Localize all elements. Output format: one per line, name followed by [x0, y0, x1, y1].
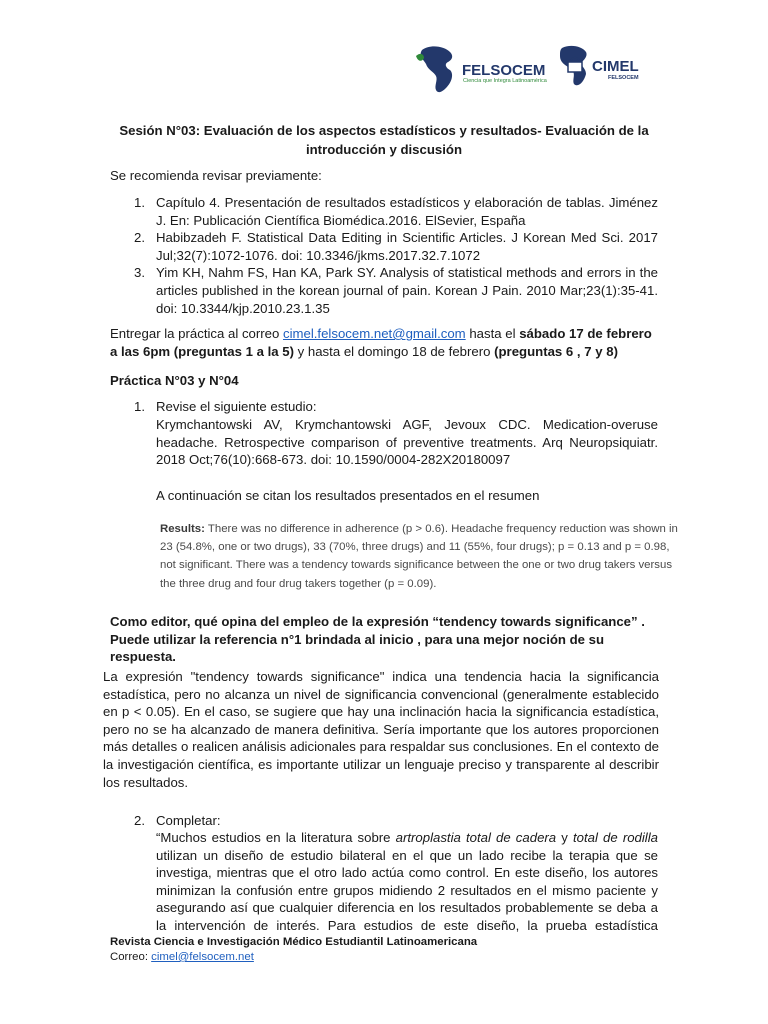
reference-item [134, 264, 658, 317]
q2-number: 2. [134, 813, 145, 828]
practice-heading: Práctica N°03 y N°04 [110, 373, 239, 388]
cimel-name: CIMEL [592, 58, 639, 75]
q2-text-part: “Muchos estudios en la literatura sobre [156, 830, 396, 845]
felsocem-tagline: Ciencia que Integra Latinoamérica [463, 78, 547, 84]
intro-text: Se recomienda revisar previamente: [110, 168, 322, 183]
reference-text: Yim KH, Nahm FS, Han KA, Park SY. Analysis of statistical methods and errors in the articles published in the korean journal of pain. Korean J Pain. 2010 Mar;23(1):35-41. doi: 10.3344/kjp.2010.23.1.35 [156, 265, 658, 316]
reference-item [134, 229, 658, 264]
q1-citation: Krymchantowski AV, Krymchantowski AGF, Jevoux CDC. Medication-overuse headache. Retrospective comparison of preventive treatments. Arq Neuropsiquiatr. 2018 Oct;76(10):668-673. doi: 10.1590/0004-282X20180097 [156, 417, 658, 468]
delivery-paragraph [110, 325, 660, 360]
delivery-text: y hasta el domingo 18 de febrero [293, 343, 495, 359]
answer-paragraph: La expresión "tendency towards significance" indica una tendencia hacia la significancia estadística, pero no alcanza un nivel de significancia convencional (generalmente establecido en p < 0.05). En el caso, se sugiere que hay una inclinación hacia la significancia estadística, pero no se ha alcanzado de manera definitiva. Sería importante que los autores proporcionen más detalles o realicen análisis adicionales para respaldar sus conclusiones. En el contexto de la investigación científica, es importante utilizar un lenguaje preciso y transparente al describir los resultados. [103, 669, 659, 790]
felsocem-name: FELSOCEM [462, 62, 546, 79]
delivery-deadline-2: (preguntas 6 , 7 y 8) [494, 343, 618, 359]
q2-italic-term: total de rodilla [572, 830, 658, 845]
cimel-logo [556, 44, 648, 90]
q1-label: Revise el siguiente estudio: [156, 399, 317, 414]
reference-item [134, 194, 658, 229]
footer-mail-label: Correo: [110, 951, 152, 963]
reference-number: 1. [134, 195, 145, 210]
delivery-email-link[interactable]: cimel.felsocem.net@gmail.com [282, 326, 466, 341]
reference-text: Habibzadeh F. Statistical Data Editing in Scientific Articles. J Korean Med Sci. 2017 Jul;32(7):1072-1076. doi: 10.3346/jkms.2017.32.7.1072 [156, 230, 658, 263]
page-title: Sesión N°03: Evaluación de los aspectos estadísticos y resultados- Evaluación de la introducción y discusión [119, 123, 649, 157]
editor-question: Como editor, qué opina del empleo de la expresión “tendency towards significance” . Puede utilizar la referencia n°1 brindada al inicio , para una mejor noción de su respuesta. [110, 614, 645, 665]
cimel-sub: FELSOCEM [608, 75, 639, 81]
delivery-text: Entregar la práctica al correo [110, 326, 283, 341]
q1-number: 1. [134, 399, 145, 414]
q1-cite-intro: A continuación se citan los resultados presentados en el resumen [156, 488, 540, 503]
abstract-line: the three drug and four drug takers together (p = 0.09). [160, 577, 437, 590]
abstract-label: Results: [160, 523, 205, 535]
q2-label: Completar: [156, 813, 221, 828]
abstract-line: not significant. There was a tendency towards significance between the one or two drug takers versus [160, 559, 673, 572]
reference-number: 3. [134, 265, 145, 281]
footer-journal: Revista Ciencia e Investigación Médico Estudiantil Latinoamericana [110, 936, 478, 948]
q2-text-part: utilizan un diseño de estudio bilateral en el que un lado recibe la terapia que se investiga, mientras que el otro lado actúa como control. En este diseño, los autores minimizan la confusión entre grupos midiendo 2 resultados en el mismo paciente y asegurando así que cualquier diferencia en los resultados probablemente se deba a la intervención de interés. Para estudios de este diseño, la prueba estadística [156, 847, 658, 933]
abstract-excerpt [160, 520, 678, 593]
delivery-text: hasta el [465, 326, 520, 341]
footer-mail-link[interactable]: cimel@felsocem.net [151, 951, 254, 963]
abstract-line: 23 (54.8%, one or two drugs), 33 (70%, three drugs) and 11 (55%, four drugs); p = 0.13 and p = 0.98, [160, 541, 670, 554]
q2-text-part: y [556, 830, 573, 845]
abstract-line [160, 520, 678, 538]
felsocem-logo [414, 42, 554, 98]
footer-mail [110, 951, 254, 963]
q2-italic-term: artroplastia total de cadera [395, 830, 557, 845]
q2-text [156, 829, 658, 933]
reference-text: Capítulo 4. Presentación de resultados estadísticos y elaboración de tablas. Jiménez J. En: Publicación Científica Biomédica.2016. ElSevier, España [156, 195, 658, 228]
reference-list [134, 194, 658, 317]
delivery-deadline-1: sábado 17 de febrero a las 6pm (preguntas 1 a la 5) [110, 326, 652, 359]
cimel-globe-icon [556, 44, 596, 90]
abstract-line-text: There was no difference in adherence (p > 0.6). Headache frequency reduction was shown in [204, 523, 678, 535]
reference-number: 2. [134, 230, 145, 246]
